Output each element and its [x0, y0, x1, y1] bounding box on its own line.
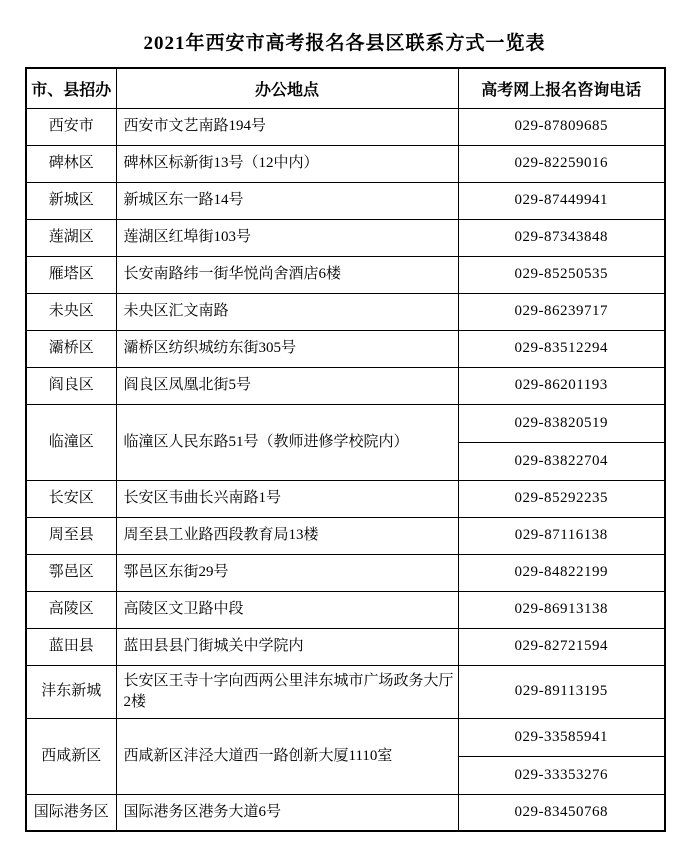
address-cell: 周至县工业路西段教育局13楼 — [116, 517, 458, 554]
district-cell: 长安区 — [26, 480, 116, 517]
address-cell: 西安市文艺南路194号 — [116, 108, 458, 145]
phone-cell: 029-85250535 — [458, 256, 665, 293]
address-cell: 鄠邑区东街29号 — [116, 554, 458, 591]
header-phone: 高考网上报名咨询电话 — [458, 68, 665, 108]
district-cell: 新城区 — [26, 182, 116, 219]
district-cell: 碑林区 — [26, 145, 116, 182]
table-row — [26, 665, 665, 718]
district-cell: 蓝田县 — [26, 628, 116, 665]
table-row — [26, 367, 665, 404]
phone-cell: 029-82259016 — [458, 145, 665, 182]
phone-cell: 029-86201193 — [458, 367, 665, 404]
table-row — [26, 404, 665, 442]
district-cell: 周至县 — [26, 517, 116, 554]
address-cell: 西咸新区沣泾大道西一路创新大厦1110室 — [116, 718, 458, 794]
table-header-row — [26, 68, 665, 108]
address-cell: 新城区东一路14号 — [116, 182, 458, 219]
phone-cell: 029-82721594 — [458, 628, 665, 665]
phone-cell: 029-87809685 — [458, 108, 665, 145]
table-row — [26, 293, 665, 330]
phone-cell: 029-33585941 — [458, 718, 665, 756]
district-cell: 莲湖区 — [26, 219, 116, 256]
address-cell: 高陵区文卫路中段 — [116, 591, 458, 628]
header-address: 办公地点 — [116, 68, 458, 108]
table-row — [26, 591, 665, 628]
phone-cell: 029-89113195 — [458, 665, 665, 718]
phone-cell: 029-85292235 — [458, 480, 665, 517]
district-cell: 未央区 — [26, 293, 116, 330]
phone-cell: 029-83512294 — [458, 330, 665, 367]
address-cell: 灞桥区纺织城纺东街305号 — [116, 330, 458, 367]
table-row — [26, 256, 665, 293]
table-row — [26, 794, 665, 831]
address-cell: 国际港务区港务大道6号 — [116, 794, 458, 831]
district-cell: 鄠邑区 — [26, 554, 116, 591]
contact-table — [25, 67, 666, 832]
phone-cell: 029-87343848 — [458, 219, 665, 256]
district-cell: 国际港务区 — [26, 794, 116, 831]
address-cell: 长安区韦曲长兴南路1号 — [116, 480, 458, 517]
district-cell: 阎良区 — [26, 367, 116, 404]
phone-cell: 029-86913138 — [458, 591, 665, 628]
table-row — [26, 480, 665, 517]
table-row — [26, 182, 665, 219]
phone-cell: 029-83450768 — [458, 794, 665, 831]
phone-cell: 029-83820519 — [458, 404, 665, 442]
phone-cell: 029-33353276 — [458, 756, 665, 794]
address-cell: 未央区汇文南路 — [116, 293, 458, 330]
phone-cell: 029-84822199 — [458, 554, 665, 591]
district-cell: 沣东新城 — [26, 665, 116, 718]
address-cell: 蓝田县县门街城关中学院内 — [116, 628, 458, 665]
phone-cell: 029-87449941 — [458, 182, 665, 219]
header-district: 市、县招办 — [26, 68, 116, 108]
table-row — [26, 219, 665, 256]
phone-cell: 029-83822704 — [458, 442, 665, 480]
table-row — [26, 628, 665, 665]
district-cell: 灞桥区 — [26, 330, 116, 367]
address-cell: 长安南路纬一街华悦尚舍酒店6楼 — [116, 256, 458, 293]
address-cell: 碑林区标新街13号（12中内） — [116, 145, 458, 182]
address-cell: 阎良区凤凰北街5号 — [116, 367, 458, 404]
page-title: 2021年西安市高考报名各县区联系方式一览表 — [143, 33, 546, 54]
district-cell: 临潼区 — [26, 404, 116, 480]
table-row — [26, 718, 665, 756]
table-row — [26, 330, 665, 367]
address-cell: 莲湖区红埠街103号 — [116, 219, 458, 256]
table-row — [26, 554, 665, 591]
table-row — [26, 517, 665, 554]
address-cell: 长安区王寺十字向西两公里沣东城市广场政务大厅2楼 — [116, 665, 458, 718]
table-row — [26, 108, 665, 145]
phone-cell: 029-86239717 — [458, 293, 665, 330]
district-cell: 西安市 — [26, 108, 116, 145]
district-cell: 高陵区 — [26, 591, 116, 628]
table-row — [26, 145, 665, 182]
address-cell: 临潼区人民东路51号（教师进修学校院内） — [116, 404, 458, 480]
district-cell: 西咸新区 — [26, 718, 116, 794]
district-cell: 雁塔区 — [26, 256, 116, 293]
phone-cell: 029-87116138 — [458, 517, 665, 554]
